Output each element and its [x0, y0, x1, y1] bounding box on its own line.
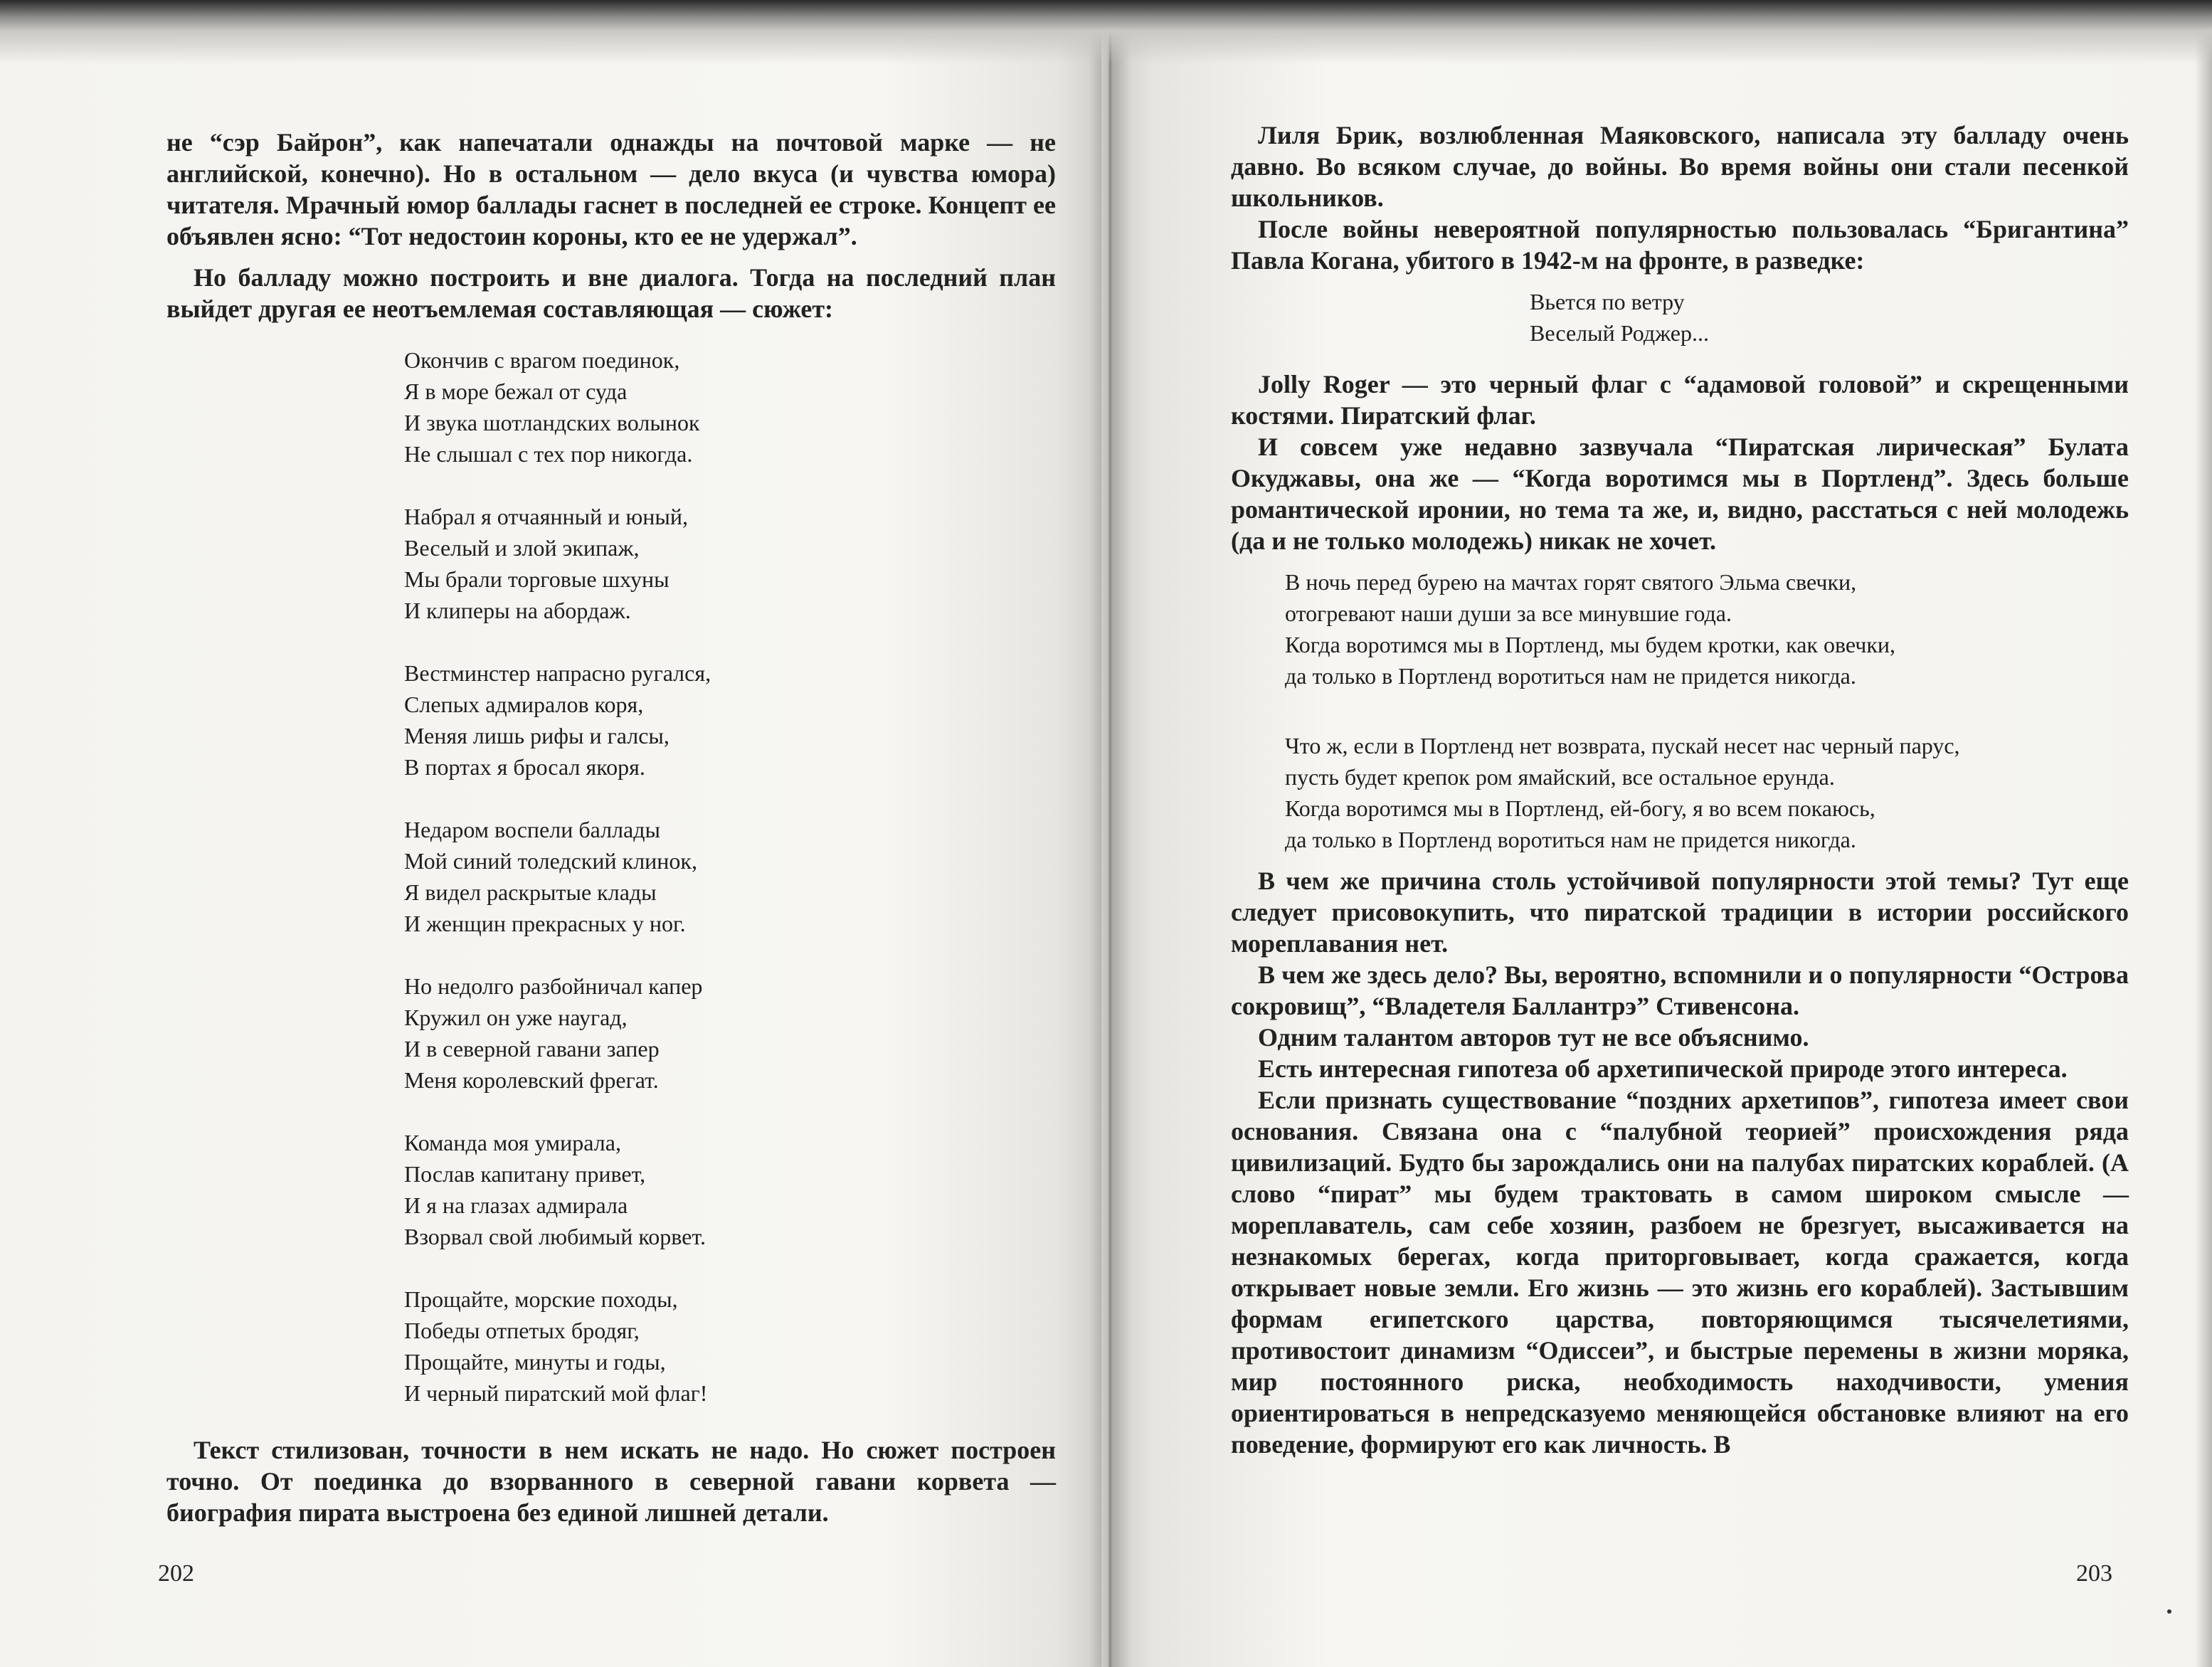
verse-line: Прощайте, минуты и годы,: [404, 1349, 666, 1375]
verse-line: Вестминстер напрасно ругался,: [404, 660, 711, 686]
verse-line: Недаром воспели баллады: [404, 817, 661, 842]
verse-line: Я видел раскрытые клады: [404, 879, 657, 905]
verse-line: Меня королевский фрегат.: [404, 1067, 659, 1093]
verse-line: И клиперы на абордаж.: [404, 598, 631, 623]
right-page: [1110, 0, 2212, 1667]
paragraph: Текст стилизован, точности в нем искать не надо. Но сюжет построен точно. От поединка до взорванного в северной гавани корвета — биография пирата выстроена без единой лишней детали.: [166, 1436, 1056, 1527]
verse-line: Когда воротимся мы в Портленд, мы будем кротки, как овечки,: [1285, 632, 1896, 657]
verse-line: Мы брали торговые шхуны: [404, 566, 670, 592]
paragraph: Если признать существование “поздних архетипов”, гипотеза имеет свои основания. Связана она с “палубной теорией” происхождения ряда цивилизаций. Будто бы зарождались они на палубах пиратских кораблей. (А слово “пират” мы будем трактовать в самом широком смысле — мореплаватель, сам себе хозяин, разбоем не брезгует, высаживается на незнакомых берегах, когда приторговывает, когда сражается, когда открывает новые земли. Его жизнь — это жизнь его кораблей). Застывшим формам египетского царства, повторяющимся тысячелетиями, противостоит динамизм “Одиссеи”, и быстрые перемены в жизни моряка, мир постоянного риска, необходимость находчивости, умения ориентироваться в непредсказуемо меняющейся обстановке влияют на его поведение, формируют его как личность. В: [1231, 1086, 2129, 1459]
verse-line: Послав капитану привет,: [404, 1161, 646, 1187]
verse-line: пусть будет крепок ром ямайский, все остальное ерунда.: [1285, 764, 1835, 790]
verse-line: И я на глазах адмирала: [404, 1192, 628, 1218]
verse-line: Я в море бежал от суда: [404, 379, 628, 404]
paragraph: Одним талантом авторов тут не все объяснимо.: [1258, 1023, 1809, 1052]
paragraph: Jolly Roger — это черный флаг с “адамовой головой” и скрещенными костями. Пиратский флаг.: [1231, 370, 2129, 430]
verse-line: да только в Портленд воротиться нам не придется никогда.: [1285, 663, 1856, 689]
verse-line: И звука шотландских волынок: [404, 410, 700, 435]
verse-line: Команда моя умирала,: [404, 1130, 621, 1155]
paragraph: Но балладу можно построить и вне диалога. Тогда на последний план выйдет другая ее неотъемлемая составляющая — сюжет:: [166, 263, 1056, 323]
verse-line: Веселый и злой экипаж,: [404, 535, 640, 561]
verse-line: Прощайте, морские походы,: [404, 1286, 678, 1312]
scan-top-shadow: [0, 0, 2212, 64]
page-number: 202: [158, 1560, 194, 1587]
verse-line: Не слышал с тех пор никогда.: [404, 441, 693, 467]
paragraph: не “сэр Байрон”, как напечатали однажды на почтовой марке — не английской, конечно). Но в остальном — дело вкуса (и чувства юмора) читателя. Мрачный юмор баллады гаснет в последней ее строке. Концепт ее объявлен ясно: “Тот недостоин короны, кто ее не удержал”.: [166, 128, 1056, 250]
verse-line: Набрал я отчаянный и юный,: [404, 504, 688, 529]
verse-line: И в северной гавани запер: [404, 1036, 660, 1062]
print-speck: [2167, 1609, 2171, 1614]
verse-line: В портах я бросал якоря.: [404, 754, 645, 780]
page-edge-shadow: [2195, 0, 2212, 1667]
right-text-column: [1231, 120, 2129, 1460]
verse-line: Вьется по ветру: [1530, 289, 1685, 314]
verse-line: В ночь перед бурею на мачтах горят святого Эльма свечки,: [1285, 569, 1857, 595]
verse-line: Веселый Роджер...: [1530, 320, 1709, 346]
verse-line: Но недолго разбойничал капер: [404, 973, 703, 999]
verse-line: И женщин прекрасных у ног.: [404, 911, 686, 936]
paragraph: В чем же здесь дело? Вы, вероятно, вспомнили и о популярности “Острова сокровищ”, “Владетеля Баллантрэ” Стивенсона.: [1231, 960, 2129, 1020]
verse-line: Слепых адмиралов коря,: [404, 692, 644, 717]
paragraph: В чем же причина столь устойчивой популярности этой темы? Тут еще следует присовокупить, что пиратской традиции в истории российского мореплавания нет.: [1231, 867, 2129, 958]
verse-line: Мой синий толедский клинок,: [404, 848, 697, 874]
paragraph: Есть интересная гипотеза об архетипической природе этого интереса.: [1258, 1054, 2068, 1083]
verse-line: Окончив с врагом поединок,: [404, 347, 680, 373]
verse-line: Что ж, если в Портленд нет возврата, пускай несет нас черный парус,: [1285, 733, 1960, 758]
verse-line: отогревают наши души за все минувшие года.: [1285, 600, 1732, 626]
verse-line: Победы отпетых бродяг,: [404, 1318, 640, 1343]
verse-line: Когда воротимся мы в Портленд, ей-богу, я во всем покаюсь,: [1285, 795, 1875, 821]
paragraph: После войны невероятной популярностью пользовалась “Бригантина” Павла Когана, убитого в 1942-м на фронте, в разведке:: [1231, 215, 2129, 275]
paragraph: И совсем уже недавно зазвучала “Пиратская лирическая” Булата Окуджавы, она же — “Когда воротимся мы в Портленд”. Здесь больше романтической иронии, но тема та же, и, видно, расстаться с ней молодежь (да и не только молодежь) никак не хочет.: [1231, 433, 2129, 555]
verse-line: да только в Портленд воротиться нам не придется никогда.: [1285, 827, 1856, 852]
ballad-poem: [166, 344, 1056, 1409]
brigantine-quote: [1231, 286, 2129, 349]
left-text-column: [166, 127, 1056, 1528]
verse-line: И черный пиратский мой флаг!: [404, 1380, 708, 1406]
left-page: [0, 0, 1101, 1667]
book-gutter: [1089, 0, 1131, 1667]
paragraph: Лиля Брик, возлюбленная Маяковского, написала эту балладу очень давно. Во всяком случае, до войны. Во время войны они стали песенкой школьников.: [1231, 121, 2129, 212]
page-number: 203: [2076, 1560, 2112, 1587]
verse-line: Меняя лишь рифы и галсы,: [404, 723, 670, 748]
verse-line: Взорвал свой любимый корвет.: [404, 1224, 706, 1249]
verse-line: Кружил он уже наугад,: [404, 1005, 628, 1030]
okudzhava-verse: [1231, 566, 2129, 855]
